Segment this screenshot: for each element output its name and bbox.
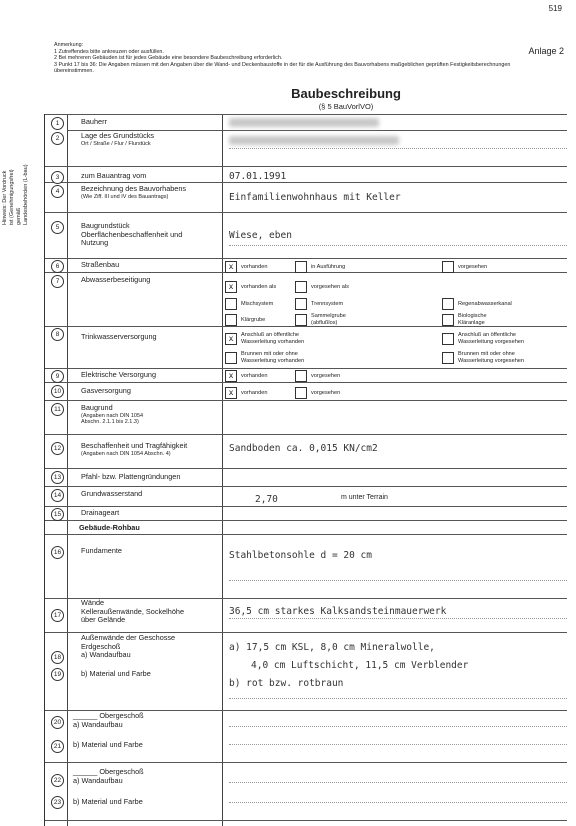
label-material-farbe-og1: b) Material und Farbe xyxy=(73,740,143,749)
value-bezeichnung: Einfamilienwohnhaus mit Keller xyxy=(229,192,401,203)
label-strassenbau: Straßenbau xyxy=(81,260,120,269)
label-material-farbe: b) Material und Farbe xyxy=(81,669,151,678)
label-baugrund-main: Baugrund xyxy=(81,403,113,412)
label-bezeichnung-main: Bezeichnung des Bauvorhabens xyxy=(81,184,187,193)
checkbox-label-line: Sammelgrube xyxy=(311,313,346,319)
checkbox-label: vorgesehen xyxy=(311,373,341,379)
checkbox-label: Trennsystem xyxy=(311,301,344,307)
checkbox-label: Regenabwasserkanal xyxy=(458,301,512,307)
divider xyxy=(45,258,567,259)
dotted-line xyxy=(229,148,567,149)
dotted-line xyxy=(229,802,567,803)
row-number: 22 xyxy=(51,774,64,787)
label-bezeichnung-sub: (Wie Ziff. III und IV des Bauantrags) xyxy=(81,193,169,200)
section-rohbau: Gebäude-Rohbau xyxy=(79,523,140,532)
checkbox-label-line: Wasserleitung vorgesehen xyxy=(458,357,525,364)
label-lage-main: Lage des Grundstücks xyxy=(81,131,155,140)
row-number: 7 xyxy=(51,275,64,288)
checkbox-label-line: Anschluß an öffentliche xyxy=(241,332,300,338)
label-obergeschoss-2-wandaufbau: a) Wandaufbau xyxy=(73,775,123,785)
divider xyxy=(45,506,567,507)
row-number: 13 xyxy=(51,471,64,484)
label-abwasser: Abwasserbeseitigung xyxy=(81,275,151,284)
checkbox-label-line: Wasserleitung vorhanden xyxy=(241,357,305,364)
divider xyxy=(45,114,567,115)
checkbox-label: vorhanden xyxy=(241,373,268,379)
label-baugrund-sub: (Angaben nach DIN 1054 xyxy=(81,412,144,419)
checkbox-trinkwasser-anschluss-vorgesehen[interactable] xyxy=(442,333,454,345)
label-bauherr: Bauherr xyxy=(81,117,107,126)
checkbox-label xyxy=(241,351,304,364)
note-1: 1 Zutreffendes bitte ankreuzen oder ausfüllen. xyxy=(54,48,164,55)
label-baugrundstueck xyxy=(81,222,182,248)
value-grundwasser: 2,70 xyxy=(255,494,278,505)
divider xyxy=(45,468,567,469)
dotted-line xyxy=(229,726,567,727)
divider xyxy=(67,114,68,826)
row-number: 3 xyxy=(51,171,64,184)
form-table xyxy=(44,114,567,826)
label-baugrund-sub2: Abschn. 2.1.1 bis 2.1.3) xyxy=(81,419,139,425)
checkbox-label: vorhanden xyxy=(241,264,268,270)
label-aussenwaende-1: Außenwände der Geschosse xyxy=(81,633,176,642)
label-obergeschoss-2-title: ______ Obergeschoß xyxy=(73,767,144,776)
dotted-line xyxy=(229,744,567,745)
checkbox-elektro-vorgesehen[interactable] xyxy=(295,370,307,382)
divider xyxy=(45,166,567,167)
label-fundamente: Fundamente xyxy=(81,546,122,555)
dotted-line xyxy=(229,245,567,246)
checkbox-label xyxy=(241,332,304,345)
checkbox-label: vorgesehen xyxy=(311,390,341,396)
note-3: 3 Punkt 17 bis 36: Die Angaben müssen mit den Angaben über die Wand- und Deckenbaustoffe in der für die Ausführung des Bauvorhabens maßgeblichen geprüften Festigkeitsberechnungen übereinstimmen. xyxy=(54,61,511,75)
checkbox-label-line: Brunnen mit oder ohne xyxy=(458,351,515,357)
row-number: 12 xyxy=(51,442,64,455)
dotted-line xyxy=(229,782,567,783)
divider xyxy=(45,400,567,401)
label-aussenwaende xyxy=(81,634,175,660)
row-number: 6 xyxy=(51,260,64,273)
checkbox-label xyxy=(458,313,487,326)
value-aussenwaende-2: 4,0 cm Luftschicht, 11,5 cm Verblender xyxy=(251,660,469,671)
divider xyxy=(45,534,567,535)
checkbox-regenabwasserkanal[interactable] xyxy=(442,298,454,310)
value-bauantrag-date: 07.01.1991 xyxy=(229,171,287,182)
checkbox-mischsystem[interactable] xyxy=(225,298,237,310)
divider xyxy=(45,820,567,821)
divider xyxy=(45,434,567,435)
page-title: Baubeschreibung xyxy=(291,86,401,101)
label-beschaffenheit-main: Beschaffenheit und Tragfähigkeit xyxy=(81,441,188,450)
row-number: 19 xyxy=(51,668,64,681)
checkbox-abwasser-vorgesehen-als[interactable] xyxy=(295,281,307,293)
value-material-farbe: b) rot bzw. rotbraun xyxy=(229,678,344,689)
checkbox-label: vorgesehen xyxy=(458,264,488,270)
checkbox-abwasser-vorhanden-als[interactable]: x xyxy=(225,281,237,293)
divider xyxy=(45,182,567,183)
checkbox-trinkwasser-anschluss-vorhanden[interactable]: x xyxy=(225,333,237,345)
notes-heading: Anmerkung: xyxy=(54,42,84,48)
checkbox-klaergrube[interactable] xyxy=(225,314,237,326)
label-bauantrag: zum Bauantrag vom xyxy=(81,171,147,180)
page-number: 519 xyxy=(548,4,562,13)
dotted-line xyxy=(229,580,567,581)
label-beschaffenheit-sub: (Angaben nach DIN 1054 Abschn. 4) xyxy=(81,450,171,457)
label-elektrische-versorgung: Elektrische Versorgung xyxy=(81,370,157,379)
checkbox-gas-vorhanden[interactable]: x xyxy=(225,387,237,399)
row-number: 20 xyxy=(51,716,64,729)
page-subtitle: (§ 5 BauVorlVO) xyxy=(318,102,374,111)
row-number: 17 xyxy=(51,609,64,622)
checkbox-gas-vorgesehen[interactable] xyxy=(295,387,307,399)
side-note xyxy=(2,120,48,230)
label-obergeschoss-1-wandaufbau: a) Wandaufbau xyxy=(73,719,123,729)
checkbox-trennsystem[interactable] xyxy=(295,298,307,310)
appendix-label: Anlage 2 xyxy=(528,46,564,56)
note-2: 2 Bei mehreren Gebäuden ist für jedes Gebäude eine besondere Baubeschreibung erforderlich. xyxy=(54,55,283,62)
label-waende-2: Kelleraußenwände, Sockelhöhe xyxy=(81,606,185,616)
dotted-line xyxy=(229,698,567,699)
checkbox-label-line: Wasserleitung vorgesehen xyxy=(458,338,525,345)
checkbox-label: vorgesehen als xyxy=(311,284,349,290)
divider xyxy=(45,368,567,369)
label-pfahl: Pfahl- bzw. Plattengründungen xyxy=(81,472,181,481)
value-fundamente: Stahlbetonsohle d = 20 cm xyxy=(229,550,372,561)
label-drainageart: Drainageart xyxy=(81,508,120,517)
label-waende-3: über Gelände xyxy=(81,615,126,624)
label-waende-1: Wände xyxy=(81,598,105,607)
checkbox-trinkwasser-brunnen-vorhanden[interactable] xyxy=(225,352,237,364)
label-obergeschoss-2 xyxy=(73,768,144,785)
label-baugrundstueck-3: Nutzung xyxy=(81,238,109,247)
row-number: 9 xyxy=(51,370,64,383)
checkbox-biologische-klaeranlage[interactable] xyxy=(442,314,454,326)
divider xyxy=(45,520,567,521)
row-number: 15 xyxy=(51,508,64,521)
checkbox-elektro-vorhanden[interactable]: x xyxy=(225,370,237,382)
divider xyxy=(45,326,567,327)
side-note-line-2: ist (Genehmigungsfrei) xyxy=(9,169,15,225)
value-aussenwaende-1: a) 17,5 cm KSL, 8,0 cm Mineralwolle, xyxy=(229,642,435,653)
checkbox-strasse-vorhanden[interactable]: x xyxy=(225,261,237,273)
value-beschaffenheit: Sandboden ca. 0,015 KN/cm2 xyxy=(229,443,378,454)
row-number: 11 xyxy=(51,403,64,416)
checkbox-label-line: Brunnen mit oder ohne xyxy=(241,351,298,357)
side-note-line-1: Hinweis: Der Vordruck xyxy=(2,170,8,225)
label-beschaffenheit xyxy=(81,442,187,457)
label-waende xyxy=(81,599,184,625)
row-number: 5 xyxy=(51,221,64,234)
checkbox-label-line: Kläranlage xyxy=(458,319,485,326)
row-number: 8 xyxy=(51,328,64,341)
checkbox-trinkwasser-brunnen-vorgesehen[interactable] xyxy=(442,352,454,364)
row-number: 16 xyxy=(51,546,64,559)
divider xyxy=(45,762,567,763)
label-gasversorgung: Gasversorgung xyxy=(81,386,131,395)
dotted-line xyxy=(229,618,567,619)
redacted-value xyxy=(229,118,379,127)
checkbox-label-line: Wasserleitung vorhanden xyxy=(241,338,305,345)
checkbox-label: Mischsystem xyxy=(241,301,274,307)
row-number: 14 xyxy=(51,489,64,502)
row-number: 23 xyxy=(51,796,64,809)
row-number: 10 xyxy=(51,385,64,398)
label-aussenwaende-2: Erdgeschoß xyxy=(81,641,121,651)
checkbox-label xyxy=(311,313,346,326)
label-baugrundstueck-2: Oberflächenbeschaffenheit und xyxy=(81,229,183,239)
checkbox-label-line: Anschluß an öffentliche xyxy=(458,332,517,338)
checkbox-label-line: Biologische xyxy=(458,313,487,319)
side-note-line-3: gemäß xyxy=(16,207,22,225)
label-aussenwaende-3: a) Wandaufbau xyxy=(81,650,131,659)
divider xyxy=(45,212,567,213)
row-number: 21 xyxy=(51,740,64,753)
label-lage xyxy=(81,132,154,147)
value-baugrundstueck: Wiese, eben xyxy=(229,230,292,241)
side-note-line-4: Landesbehörden (L-bau) xyxy=(23,164,29,225)
row-number: 1 xyxy=(51,117,64,130)
label-grundwasser: Grundwasserstand xyxy=(81,489,143,498)
label-obergeschoss-1 xyxy=(73,712,144,729)
checkbox-label: Klärgrube xyxy=(241,317,266,323)
checkbox-label: vorhanden als xyxy=(241,284,277,290)
label-baugrund xyxy=(81,404,143,426)
redacted-value xyxy=(229,136,399,145)
notes xyxy=(54,42,524,75)
row-number: 18 xyxy=(51,651,64,664)
checkbox-strasse-ausfuehrung[interactable] xyxy=(295,261,307,273)
checkbox-sammelgrube[interactable] xyxy=(295,314,307,326)
checkbox-label: in Ausführung xyxy=(311,264,346,270)
label-material-farbe-og2: b) Material und Farbe xyxy=(73,797,143,806)
checkbox-label xyxy=(458,332,524,345)
value-waende: 36,5 cm starkes Kalksandsteinmauerwerk xyxy=(229,606,447,617)
checkbox-strasse-vorgesehen[interactable] xyxy=(442,261,454,273)
value-grundwasser-unit: m unter Terrain xyxy=(341,494,388,501)
label-lage-sub: Ort / Straße / Flur / Flurstück xyxy=(81,140,151,147)
label-baugrundstueck-1: Baugrundstück xyxy=(81,221,130,230)
label-trinkwasser: Trinkwasserversorgung xyxy=(81,332,157,341)
checkbox-label-line: (abflußlos) xyxy=(311,319,338,326)
divider xyxy=(45,382,567,383)
label-bezeichnung xyxy=(81,185,186,200)
divider xyxy=(222,114,223,826)
label-obergeschoss-1-title: ______ Obergeschoß xyxy=(73,711,144,720)
checkbox-label: vorhanden xyxy=(241,390,268,396)
checkbox-label xyxy=(458,351,524,364)
divider xyxy=(45,486,567,487)
row-number: 4 xyxy=(51,185,64,198)
row-number: 2 xyxy=(51,132,64,145)
